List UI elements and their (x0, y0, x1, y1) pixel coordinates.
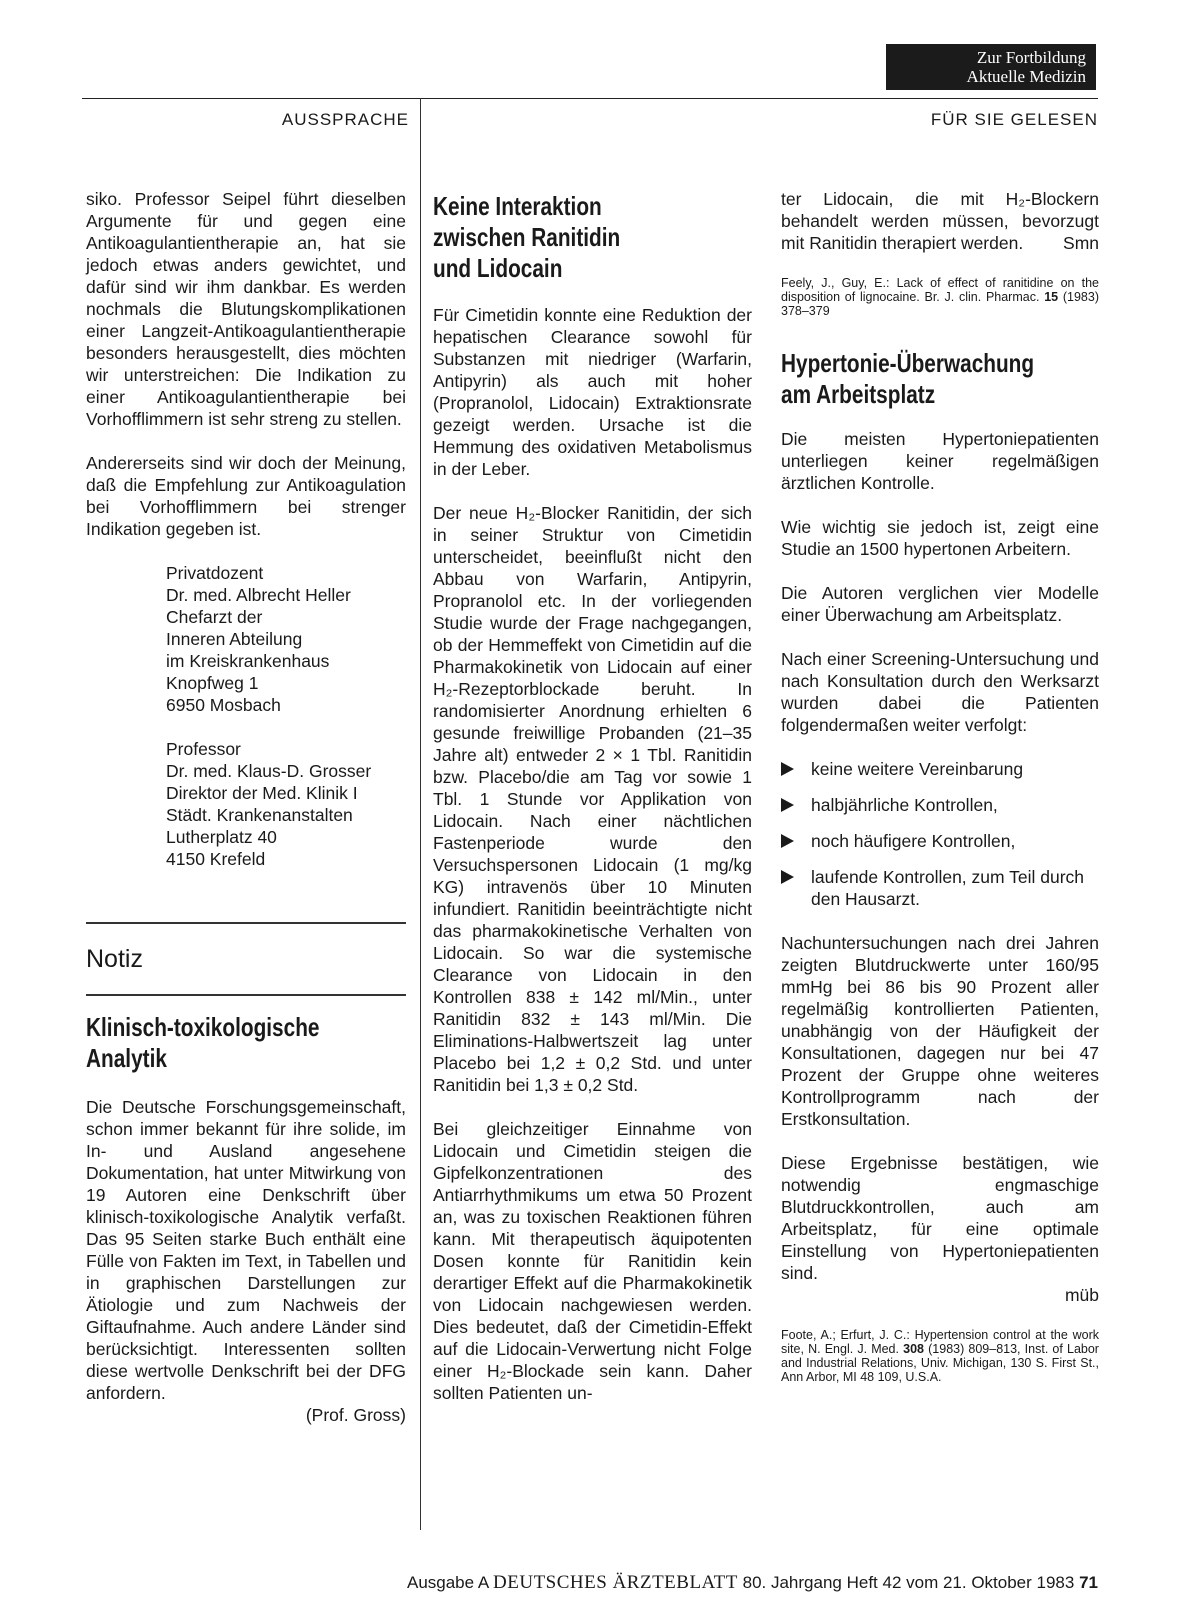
heading-line: Klinisch-toxikologische (86, 1012, 320, 1042)
ranitidin-paragraph-2: Der neue H₂-Blocker Ranitidin, der sich in seiner Struktur von Cimetidin unterscheidet, beeinflußt nicht den Abbau von Warfarin, Antipyrin, Propranolol etc. In der vorliegenden Studie wurde der Frage nachgegangen, ob der Hemmeffekt von Cimetidin auf die Pharmakokinetik von Lidocain auf einer H₂-Rezeptorblockade beruht. In randomisierter Anordnung erhielten 6 gesunde freiwillige Probanden (21–35 Jahre alt) entweder 2 × 1 Tbl. Ranitidin bzw. Placebo/die am Tag vor sowie 1 Tbl. 1 Stunde vor Applikation von Lidocain. Nach einer nächtlichen Fastenperiode wurde den Versuchspersonen Lidocain (1 mg/kg KG) intravenös über 10 Minuten infundiert. Ranitidin beeinträchtigte nicht das pharmakokinetische Verhalten von Lidocain. So war die systemische Clearance von Lidocain in den Kontrollen 838 ± 142 ml/Min., unter Ranitidin 832 ± 143 ml/Min. Die Eliminations-Halbwertszeit lag unter Placebo bei 1,2 ± 0,2 Std. und unter Ranitidin bei 1,3 ± 0,2 Std. (433, 503, 752, 1095)
heading-line: Hypertonie-Überwachung (781, 348, 1035, 378)
notiz-signature: (Prof. Gross) (305, 1405, 406, 1425)
reference-pages: (1983) 809–813, Inst. of Labor and Industrial Relations, Univ. Michigan, 130 S. First St., Ann Arbor, MI 48 109, U.S.A. (781, 1342, 1099, 1384)
footer-issue: 80. Jahrgang Heft 42 vom 21. Oktober 1983 (742, 1573, 1075, 1592)
notiz-rule-top (86, 922, 406, 924)
hypertonie-signature-row (781, 1284, 1099, 1306)
triangle-bullet-icon (781, 834, 794, 848)
address-line: Professor (166, 739, 241, 759)
hypertonie-signature: müb (1064, 1285, 1099, 1305)
author-address-1 (166, 562, 406, 716)
footer-magazine: DEUTSCHES ÄRZTEBLATT (493, 1572, 738, 1593)
heading-line: Analytik (86, 1043, 167, 1073)
section-badge (886, 44, 1096, 90)
section-label-left: AUSSPRACHE (281, 110, 409, 129)
paragraph-text: Diese Ergebnisse bestätigen, wie notwendig engmaschige Blutdruckkontrollen, auch am Arbeitsplatz, für eine optimale Einstellung von Hypertoniepatienten sind. (781, 1153, 1099, 1283)
heading-line: zwischen Ranitidin (433, 222, 621, 252)
notiz-signature-row (86, 1404, 406, 1426)
right-column (781, 188, 1099, 1406)
heading-line: und Lidocain (433, 253, 563, 283)
letter-paragraph-1: siko. Professor Seipel führt dieselben Argumente für und gegen eine Antikoagulantientherapie an, hat sie jedoch etwas anders gewichtet, und dafür sind wir ihm dankbar. Es werden nochmals die Blutungskomplikationen einer Langzeit-Antikoagulantientherapie besonders herausgestellt, dies möchten wir unterstreichen: Die Indikation zu einer Antikoagulantientherapie bei Vorhofflimmern ist sehr streng zu stellen. (86, 189, 406, 429)
reference-hypertonie (781, 1328, 1099, 1384)
ranitidin-continuation (781, 188, 1099, 254)
article-heading-analytik (86, 1012, 342, 1074)
address-line: Städt. Krankenanstalten (166, 805, 353, 825)
address-line: im Kreiskrankenhaus (166, 651, 330, 671)
reference-pages: (1983) 378–379 (781, 290, 1099, 318)
address-line: 4150 Krefeld (166, 849, 266, 869)
reference-volume: 15 (1044, 290, 1059, 304)
top-rule (82, 98, 1098, 99)
notiz-rule-bottom (86, 994, 406, 996)
notiz-paragraph (86, 1096, 406, 1404)
article-heading-hypertonie (781, 348, 1035, 410)
ranitidin-paragraph-3: Bei gleichzeitiger Einnahme von Lidocain und Cimetidin steigen die Gipfelkonzentrationen des Antiarrhythmikums um etwa 50 Prozent an, was zu toxischen Reaktionen führen kann. Mit therapeutisch äquipotenten Dosen konnte für Ranitidin kein derartiger Effekt auf die Pharmakokinetik von Lidocain nachgewiesen werden. Dies bedeutet, daß der Cimetidin-Effekt auf die Lidocain-Verwertung nicht Folge einer H₂-Blockade sein kann. Daher sollten Patienten un- (433, 1119, 752, 1403)
page-number: 71 (1079, 1573, 1098, 1592)
letter-paragraph-2: Andererseits sind wir doch der Meinung, daß die Empfehlung zur Antikoagulation bei Vorhofflimmern bei strenger Indikation gegeben ist. (86, 453, 406, 539)
hypertonie-paragraph-2: Wie wichtig sie jedoch ist, zeigt eine Studie an 1500 hypertonen Arbeitern. (781, 517, 1099, 559)
hypertonie-paragraph-5: Nachuntersuchungen nach drei Jahren zeigten Blutdruckwerte unter 160/95 mmHg bei 86 bis 90 Prozent aller regelmäßig kontrollierten Patienten, unabhängig von der Häufigkeit der Konsultationen, dagegen nur bei 47 Prozent der Gruppe ohne weiteres Kontrollprogramm nach der Erstkonsultation. (781, 933, 1099, 1129)
reference-authors: Feely, J., Guy, E.: Lack of effect of ranitidine on the disposition of lignocaine. Br. J. clin. Pharmac. (781, 276, 1099, 304)
address-line: Dr. med. Albrecht Heller (166, 585, 351, 605)
triangle-bullet-icon (781, 762, 794, 776)
badge-line-1: Zur Fortbildung (976, 48, 1086, 67)
heading-line: Keine Interaktion (433, 191, 602, 221)
column-separator (420, 98, 421, 1530)
notiz-label: Notiz (86, 945, 143, 973)
footer-edition: Ausgabe A (406, 1573, 489, 1592)
hypertonie-paragraph-3: Die Autoren verglichen vier Modelle einer Überwachung am Arbeitsplatz. (781, 583, 1099, 625)
follow-up-list (781, 758, 1099, 910)
badge-line-2: Aktuelle Medizin (966, 67, 1086, 86)
left-column (86, 188, 406, 1426)
list-item (781, 830, 1099, 852)
address-line: 6950 Mosbach (166, 695, 281, 715)
hypertonie-paragraph-1: Die meisten Hypertoniepatienten unterliegen keiner regelmäßigen ärztlichen Kontrolle. (781, 429, 1099, 493)
hypertonie-paragraph-4: Nach einer Screening-Untersuchung und nach Konsultation durch den Werksarzt wurden dabei die Patienten folgendermaßen weiter verfolgt: (781, 649, 1099, 735)
list-item-text: noch häufigere Kontrollen, (811, 831, 1016, 851)
section-label-right: FÜR SIE GELESEN (930, 110, 1098, 129)
reference-volume: 308 (903, 1342, 924, 1356)
ranitidin-paragraph-1: Für Cimetidin konnte eine Reduktion der hepatischen Clearance sowohl für Substanzen mit niedriger (Warfarin, Antipyrin) als auch mit hoher (Propranolol, Lidocain) Extraktionsrate gezeigt werden. Ursache ist die Hemmung des oxidativen Metabolismus in der Leber. (433, 305, 752, 479)
continuation-signature: Smn (1063, 233, 1099, 253)
list-item (781, 794, 1099, 816)
list-item-text: keine weitere Vereinbarung (811, 759, 1024, 779)
address-line: Knopfweg 1 (166, 673, 259, 693)
triangle-bullet-icon (781, 798, 794, 812)
page-footer (318, 1572, 1098, 1594)
reference-ranitidin (781, 276, 1099, 318)
list-item (781, 758, 1099, 780)
address-line: Direktor der Med. Klinik I (166, 783, 358, 803)
list-item-text: halbjährliche Kontrollen, (811, 795, 998, 815)
address-line: Chefarzt der (166, 607, 263, 627)
notiz-text: Die Deutsche Forschungsgemeinschaft, schon immer bekannt für ihre solide, im In- und Ausland angesehene Dokumentation, hat unter Mitwirkung von 19 Autoren eine Denkschrift über klinisch-toxikologische Analytik verfaßt. Das 95 Seiten starke Buch enthält eine Fülle von Fakten im Text, in Tabellen und in graphischen Darstellungen zur Ätiologie und zum Nachweis der Giftaufnahme. Auch andere Länder sind berücksichtigt. Interessenten sollten diese wertvolle Denkschrift bei der DFG anfordern. (86, 1097, 406, 1403)
continuation-text: ter Lidocain, die mit H₂-Blockern behandelt werden müssen, bevorzugt mit Ranitidin therapiert werden. (781, 189, 1099, 253)
address-line: Privatdozent (166, 563, 264, 583)
middle-column (433, 191, 752, 1426)
author-address-2 (166, 738, 406, 870)
address-line: Dr. med. Klaus-D. Grosser (166, 761, 372, 781)
reference-authors: Foote, A.; Erfurt, J. C.: Hypertension control at the work site, N. Engl. J. Med. (781, 1328, 1099, 1356)
list-item-text: laufende Kontrollen, zum Teil durch den Hausarzt. (811, 867, 1085, 909)
address-line: Lutherplatz 40 (166, 827, 277, 847)
article-heading-ranitidin (433, 191, 688, 284)
address-line: Inneren Abteilung (166, 629, 303, 649)
list-item (781, 866, 1099, 910)
triangle-bullet-icon (781, 870, 794, 884)
hypertonie-paragraph-6 (781, 1152, 1099, 1284)
heading-line: am Arbeitsplatz (781, 379, 936, 409)
